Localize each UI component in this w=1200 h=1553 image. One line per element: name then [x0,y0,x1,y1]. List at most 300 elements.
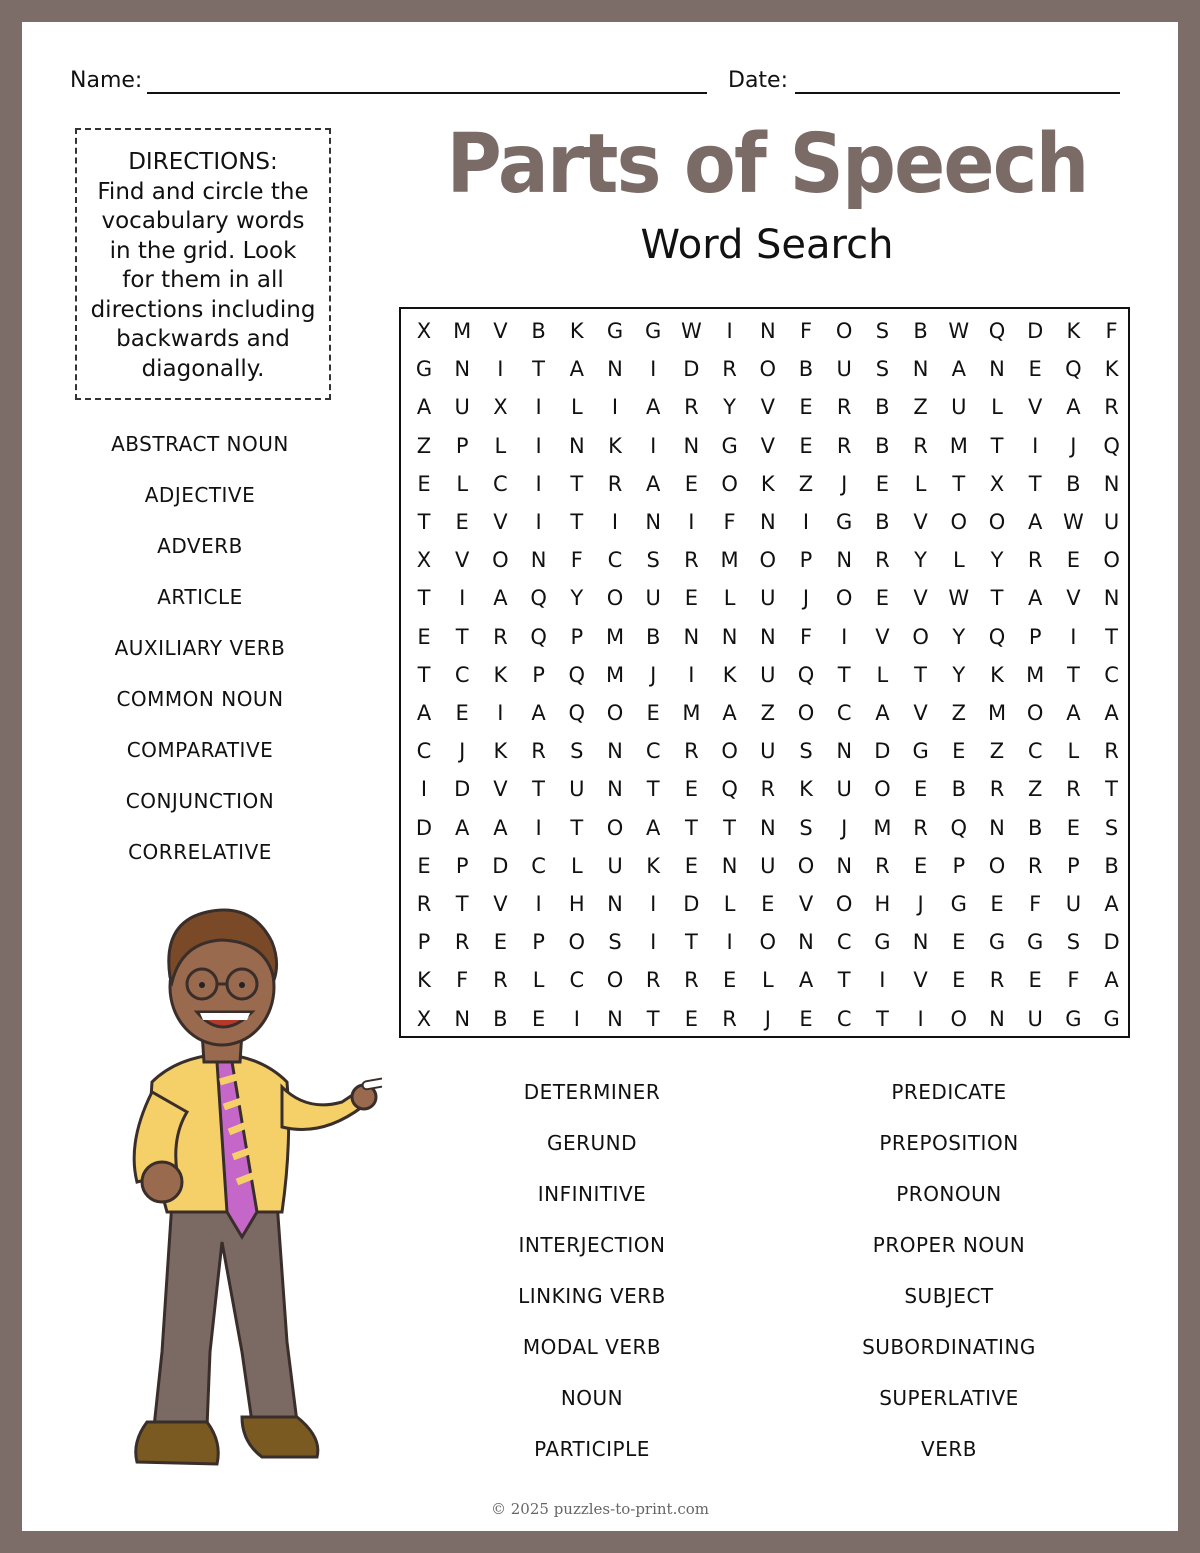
grid-letter[interactable]: Z [416,433,432,458]
grid-letter[interactable]: T [990,433,1004,458]
grid-letter[interactable]: E [493,930,508,955]
grid-letter[interactable]: W [948,319,970,343]
grid-letter[interactable]: R [684,548,699,573]
grid-letter[interactable]: F [799,319,813,343]
grid-letter[interactable]: E [913,777,928,802]
grid-letter[interactable]: A [1066,701,1081,725]
grid-letter[interactable]: G [415,357,433,382]
grid-letter[interactable]: S [646,548,660,573]
grid-letter[interactable]: M [873,815,892,840]
grid-letter[interactable]: I [802,510,810,534]
grid-letter[interactable]: V [913,968,928,993]
grid-letter[interactable]: P [1067,853,1080,878]
grid-letter[interactable]: F [1105,319,1118,343]
grid-letter[interactable]: N [607,1006,623,1031]
grid-letter[interactable]: R [913,433,928,458]
grid-letter[interactable]: U [760,662,776,687]
grid-letter[interactable]: R [1027,548,1043,573]
grid-letter[interactable]: K [760,471,775,496]
word-search-grid[interactable] [399,307,1130,1038]
grid-letter[interactable]: R [913,815,928,840]
grid-letter[interactable]: E [913,853,928,878]
grid-letter[interactable]: L [952,548,965,573]
grid-letter[interactable]: O [988,853,1006,878]
grid-letter[interactable]: D [454,777,471,802]
grid-letter[interactable]: E [684,777,699,802]
grid-letter[interactable]: M [1026,662,1045,687]
grid-letter[interactable]: V [760,395,775,420]
grid-letter[interactable]: B [951,777,966,802]
grid-letter[interactable]: Q [988,319,1006,343]
grid-letter[interactable]: R [1027,853,1043,878]
grid-letter[interactable]: I [611,395,619,420]
grid-letter[interactable]: Q [721,777,738,802]
grid-letter[interactable]: R [1104,739,1119,764]
grid-letter[interactable]: I [1032,433,1039,458]
grid-letter[interactable]: U [760,853,776,878]
grid-letter[interactable]: F [799,624,813,649]
grid-letter[interactable]: K [493,662,508,687]
grid-letter[interactable]: E [722,968,737,993]
grid-letter[interactable]: C [836,930,852,955]
grid-letter[interactable]: B [493,1006,508,1031]
grid-letter[interactable]: N [836,548,853,573]
grid-letter[interactable]: C [1104,662,1119,687]
grid-letter[interactable]: Q [530,586,547,611]
grid-letter[interactable]: T [837,662,851,687]
grid-letter[interactable]: K [1104,357,1119,382]
grid-letter[interactable]: R [493,624,508,649]
grid-letter[interactable]: L [723,586,736,611]
grid-letter[interactable]: K [569,319,584,343]
grid-letter[interactable]: L [723,892,736,916]
grid-letter[interactable]: L [456,471,469,496]
grid-letter[interactable]: Q [568,662,586,687]
grid-letter[interactable]: D [874,739,891,764]
grid-letter[interactable]: U [1027,1006,1043,1031]
grid-letter[interactable]: N [645,510,662,534]
grid-letter[interactable]: O [606,815,624,840]
grid-letter[interactable]: V [913,701,928,725]
grid-letter[interactable]: I [535,510,542,534]
grid-letter[interactable]: C [416,739,432,764]
grid-letter[interactable]: Q [988,624,1006,649]
grid-letter[interactable]: I [573,1006,580,1031]
grid-letter[interactable]: Y [952,662,966,687]
grid-letter[interactable]: E [799,433,813,458]
grid-letter[interactable]: R [875,853,890,878]
grid-letter[interactable]: T [1066,662,1080,687]
grid-letter[interactable]: R [684,968,699,993]
grid-letter[interactable]: P [417,930,431,955]
grid-letter[interactable]: N [759,624,776,649]
grid-letter[interactable]: C [836,701,852,725]
grid-letter[interactable]: W [681,319,702,343]
grid-letter[interactable]: G [1027,930,1044,955]
grid-letter[interactable]: C [569,968,585,993]
grid-letter[interactable]: T [914,662,927,687]
grid-letter[interactable]: T [570,815,584,840]
grid-letter[interactable]: T [684,930,698,955]
grid-letter[interactable]: G [1103,1006,1120,1031]
grid-letter[interactable]: T [990,586,1004,611]
grid-letter[interactable]: K [646,853,661,878]
grid-letter[interactable]: T [684,815,698,840]
grid-letter[interactable]: U [569,777,585,802]
grid-letter[interactable]: O [606,586,624,611]
grid-letter[interactable]: B [531,319,546,343]
grid-letter[interactable]: M [987,701,1007,725]
grid-letter[interactable]: L [570,853,583,878]
grid-letter[interactable]: V [493,892,508,916]
grid-letter[interactable]: O [759,930,777,955]
grid-letter[interactable]: B [1027,815,1043,840]
grid-letter[interactable]: X [416,548,432,573]
grid-letter[interactable]: A [951,357,966,382]
grid-letter[interactable]: R [722,1006,737,1031]
grid-letter[interactable]: S [875,357,890,382]
grid-letter[interactable]: I [459,586,466,611]
grid-letter[interactable]: I [650,892,657,916]
grid-letter[interactable]: I [688,510,695,534]
grid-letter[interactable]: Z [798,471,814,496]
grid-letter[interactable]: T [1105,777,1118,802]
grid-letter[interactable]: Y [914,548,927,573]
grid-letter[interactable]: O [721,739,738,764]
grid-letter[interactable]: I [535,433,542,458]
grid-letter[interactable]: E [684,586,699,611]
grid-letter[interactable]: B [798,357,814,382]
grid-letter[interactable]: N [607,892,623,916]
grid-letter[interactable]: B [875,395,890,420]
grid-letter[interactable]: E [1028,968,1042,993]
grid-letter[interactable]: C [531,853,546,878]
grid-letter[interactable]: R [989,777,1005,802]
grid-letter[interactable]: E [952,930,966,955]
grid-letter[interactable]: P [532,930,545,955]
grid-letter[interactable]: I [535,395,542,420]
grid-letter[interactable]: V [493,777,508,802]
grid-letter[interactable]: P [570,624,584,649]
grid-letter[interactable]: O [492,548,509,573]
grid-letter[interactable]: O [606,701,624,725]
grid-letter[interactable]: U [760,586,776,611]
grid-letter[interactable]: E [684,1006,699,1031]
grid-letter[interactable]: E [875,586,890,611]
grid-letter[interactable]: J [841,471,848,496]
grid-letter[interactable]: R [989,968,1005,993]
grid-letter[interactable]: B [1066,471,1081,496]
grid-letter[interactable]: G [836,510,853,534]
grid-letter[interactable]: R [760,777,776,802]
grid-letter[interactable]: N [759,319,776,343]
grid-letter[interactable]: I [497,701,504,725]
grid-letter[interactable]: B [875,433,890,458]
grid-letter[interactable]: I [535,815,542,840]
grid-letter[interactable]: A [493,586,508,611]
grid-letter[interactable]: A [455,815,470,840]
grid-letter[interactable]: X [416,319,432,343]
grid-letter[interactable]: R [531,739,546,764]
grid-letter[interactable]: T [417,586,431,611]
grid-letter[interactable]: I [650,433,657,458]
grid-letter[interactable]: O [874,777,891,802]
grid-letter[interactable]: P [455,433,469,458]
grid-letter[interactable]: N [989,1006,1005,1031]
grid-letter[interactable]: N [759,510,776,534]
grid-letter[interactable]: F [1067,968,1080,993]
grid-letter[interactable]: P [455,853,469,878]
grid-letter[interactable]: L [991,395,1003,420]
grid-letter[interactable]: O [759,548,777,573]
grid-letter[interactable]: E [684,853,699,878]
grid-letter[interactable]: B [913,319,928,343]
grid-letter[interactable]: O [1103,548,1120,573]
grid-letter[interactable]: O [950,510,968,534]
grid-letter[interactable]: T [570,510,584,534]
grid-letter[interactable]: G [606,319,624,343]
grid-letter[interactable]: W [1063,510,1084,534]
grid-letter[interactable]: N [836,739,853,764]
grid-letter[interactable]: H [568,892,585,916]
grid-letter[interactable]: N [568,433,585,458]
grid-letter[interactable]: D [1103,930,1120,955]
grid-letter[interactable]: I [917,1006,924,1031]
grid-letter[interactable]: X [989,471,1005,496]
grid-letter[interactable]: N [912,357,929,382]
grid-letter[interactable]: J [650,662,657,687]
grid-letter[interactable]: N [721,624,738,649]
grid-letter[interactable]: J [764,1006,771,1031]
grid-letter[interactable]: Z [989,739,1005,764]
grid-letter[interactable]: Y [570,586,584,611]
grid-letter[interactable]: E [417,853,431,878]
name-field[interactable] [147,92,707,94]
grid-letter[interactable]: N [721,853,738,878]
grid-letter[interactable]: K [1066,319,1081,343]
grid-letter[interactable]: I [497,357,504,382]
grid-letter[interactable]: A [1104,701,1119,725]
grid-letter[interactable]: Q [950,815,968,840]
grid-letter[interactable]: Z [760,701,775,725]
grid-letter[interactable]: R [836,395,852,420]
grid-letter[interactable]: U [1065,892,1082,916]
grid-letter[interactable]: K [493,739,508,764]
grid-letter[interactable]: R [645,968,661,993]
grid-letter[interactable]: I [841,624,848,649]
grid-letter[interactable]: E [417,624,431,649]
grid-letter[interactable]: L [761,968,774,993]
grid-letter[interactable]: Q [1103,433,1120,458]
grid-letter[interactable]: K [722,662,737,687]
grid-letter[interactable]: O [759,357,777,382]
grid-letter[interactable]: J [1070,433,1077,458]
grid-letter[interactable]: R [722,357,737,382]
grid-letter[interactable]: P [1028,624,1042,649]
grid-letter[interactable]: K [799,777,813,802]
grid-letter[interactable]: U [454,395,470,420]
grid-letter[interactable]: G [912,739,929,764]
grid-letter[interactable]: K [990,662,1004,687]
grid-letter[interactable]: Y [723,395,736,420]
grid-letter[interactable]: Q [568,701,586,725]
grid-letter[interactable]: E [646,701,660,725]
grid-letter[interactable]: R [493,968,508,993]
grid-letter[interactable]: K [417,968,431,993]
grid-letter[interactable]: M [949,433,968,458]
grid-letter[interactable]: H [874,892,891,916]
grid-letter[interactable]: O [606,968,624,993]
grid-letter[interactable]: E [952,968,966,993]
grid-letter[interactable]: Y [952,624,966,649]
grid-letter[interactable]: N [607,777,623,802]
grid-letter[interactable]: G [950,892,967,916]
grid-letter[interactable]: N [530,548,547,573]
grid-letter[interactable]: I [650,930,657,955]
grid-letter[interactable]: T [1028,471,1042,496]
grid-letter[interactable]: E [455,701,469,725]
grid-letter[interactable]: R [416,892,432,916]
grid-letter[interactable]: N [1103,471,1120,496]
grid-letter[interactable]: F [723,510,736,534]
grid-letter[interactable]: V [455,548,470,573]
grid-letter[interactable]: C [645,739,661,764]
grid-letter[interactable]: P [532,662,545,687]
grid-letter[interactable]: M [682,701,701,725]
grid-letter[interactable]: O [835,319,853,343]
grid-letter[interactable]: L [876,662,889,687]
grid-letter[interactable]: B [645,624,661,649]
grid-letter[interactable]: B [1104,853,1119,878]
grid-letter[interactable]: D [683,892,700,916]
grid-letter[interactable]: T [455,624,469,649]
grid-letter[interactable]: I [420,777,428,802]
grid-letter[interactable]: S [608,930,622,955]
grid-letter[interactable]: U [836,357,852,382]
grid-letter[interactable]: U [1103,510,1120,534]
grid-letter[interactable]: T [875,1006,889,1031]
grid-letter[interactable]: E [952,739,966,764]
grid-letter[interactable]: F [1029,892,1042,916]
grid-letter[interactable]: N [683,433,700,458]
grid-letter[interactable]: N [683,624,700,649]
grid-letter[interactable]: N [454,1006,471,1031]
grid-letter[interactable]: S [1066,930,1081,955]
grid-letter[interactable]: Q [530,624,547,649]
grid-letter[interactable]: V [1028,395,1043,420]
grid-letter[interactable]: T [1105,624,1118,649]
grid-letter[interactable]: T [417,662,431,687]
grid-letter[interactable]: V [913,586,928,611]
grid-letter[interactable]: M [720,548,739,573]
grid-letter[interactable]: R [836,433,852,458]
grid-letter[interactable]: C [836,1006,852,1031]
grid-letter[interactable]: O [797,701,815,725]
grid-letter[interactable]: O [912,624,929,649]
grid-letter[interactable]: C [1027,739,1043,764]
grid-letter[interactable]: T [837,968,851,993]
grid-letter[interactable]: O [988,510,1006,534]
grid-letter[interactable]: K [608,433,622,458]
grid-letter[interactable]: T [455,892,469,916]
grid-letter[interactable]: J [802,586,810,611]
grid-letter[interactable]: U [951,395,967,420]
grid-letter[interactable]: W [948,586,970,611]
grid-letter[interactable]: N [607,357,623,382]
grid-letter[interactable]: A [722,701,737,725]
grid-letter[interactable]: I [726,930,733,955]
grid-letter[interactable]: S [1104,815,1119,840]
grid-letter[interactable]: T [723,815,736,840]
grid-letter[interactable]: U [607,853,623,878]
grid-letter[interactable]: V [875,624,890,649]
grid-letter[interactable]: Q [797,662,815,687]
grid-letter[interactable]: O [835,892,853,916]
grid-letter[interactable]: F [570,548,583,573]
grid-letter[interactable]: G [721,433,738,458]
grid-letter[interactable]: J [459,739,466,764]
grid-letter[interactable]: O [568,930,586,955]
grid-letter[interactable]: N [1103,586,1120,611]
grid-letter[interactable]: G [645,319,662,343]
grid-letter[interactable]: G [988,930,1006,955]
grid-letter[interactable]: U [836,777,852,802]
grid-letter[interactable]: A [1066,395,1081,420]
grid-letter[interactable]: A [1104,968,1119,993]
grid-letter[interactable]: A [1028,510,1043,534]
grid-letter[interactable]: S [799,739,813,764]
grid-letter[interactable]: E [761,892,775,916]
grid-letter[interactable]: S [570,739,584,764]
grid-letter[interactable]: L [532,968,545,993]
grid-letter[interactable]: E [531,1006,546,1031]
grid-letter[interactable]: N [989,357,1005,382]
grid-letter[interactable]: A [798,968,814,993]
grid-letter[interactable]: D [492,853,509,878]
grid-letter[interactable]: V [913,510,928,534]
grid-letter[interactable]: G [1065,1006,1082,1031]
grid-letter[interactable]: I [535,471,542,496]
grid-letter[interactable]: R [1104,395,1119,420]
grid-letter[interactable]: V [493,319,508,343]
grid-letter[interactable]: B [875,510,890,534]
grid-letter[interactable]: P [799,548,813,573]
grid-letter[interactable]: F [456,968,469,993]
grid-letter[interactable]: E [875,471,890,496]
grid-letter[interactable]: I [611,510,619,534]
grid-letter[interactable]: X [416,1006,432,1031]
grid-letter[interactable]: I [688,662,695,687]
grid-letter[interactable]: S [875,319,890,343]
grid-letter[interactable]: A [493,815,508,840]
grid-letter[interactable]: V [760,433,775,458]
grid-letter[interactable]: E [1028,357,1042,382]
grid-letter[interactable]: T [532,357,545,382]
grid-letter[interactable]: I [1070,624,1077,649]
grid-letter[interactable]: N [836,853,853,878]
grid-letter[interactable]: Z [1027,777,1043,802]
grid-letter[interactable]: V [1066,586,1081,611]
grid-letter[interactable]: I [535,892,542,916]
grid-letter[interactable]: E [417,471,431,496]
grid-letter[interactable]: I [879,968,886,993]
grid-letter[interactable]: A [569,357,584,382]
grid-letter[interactable]: T [646,1006,660,1031]
grid-letter[interactable]: U [645,586,661,611]
grid-letter[interactable]: A [875,701,890,725]
grid-letter[interactable]: E [990,892,1004,916]
grid-letter[interactable]: R [454,930,470,955]
